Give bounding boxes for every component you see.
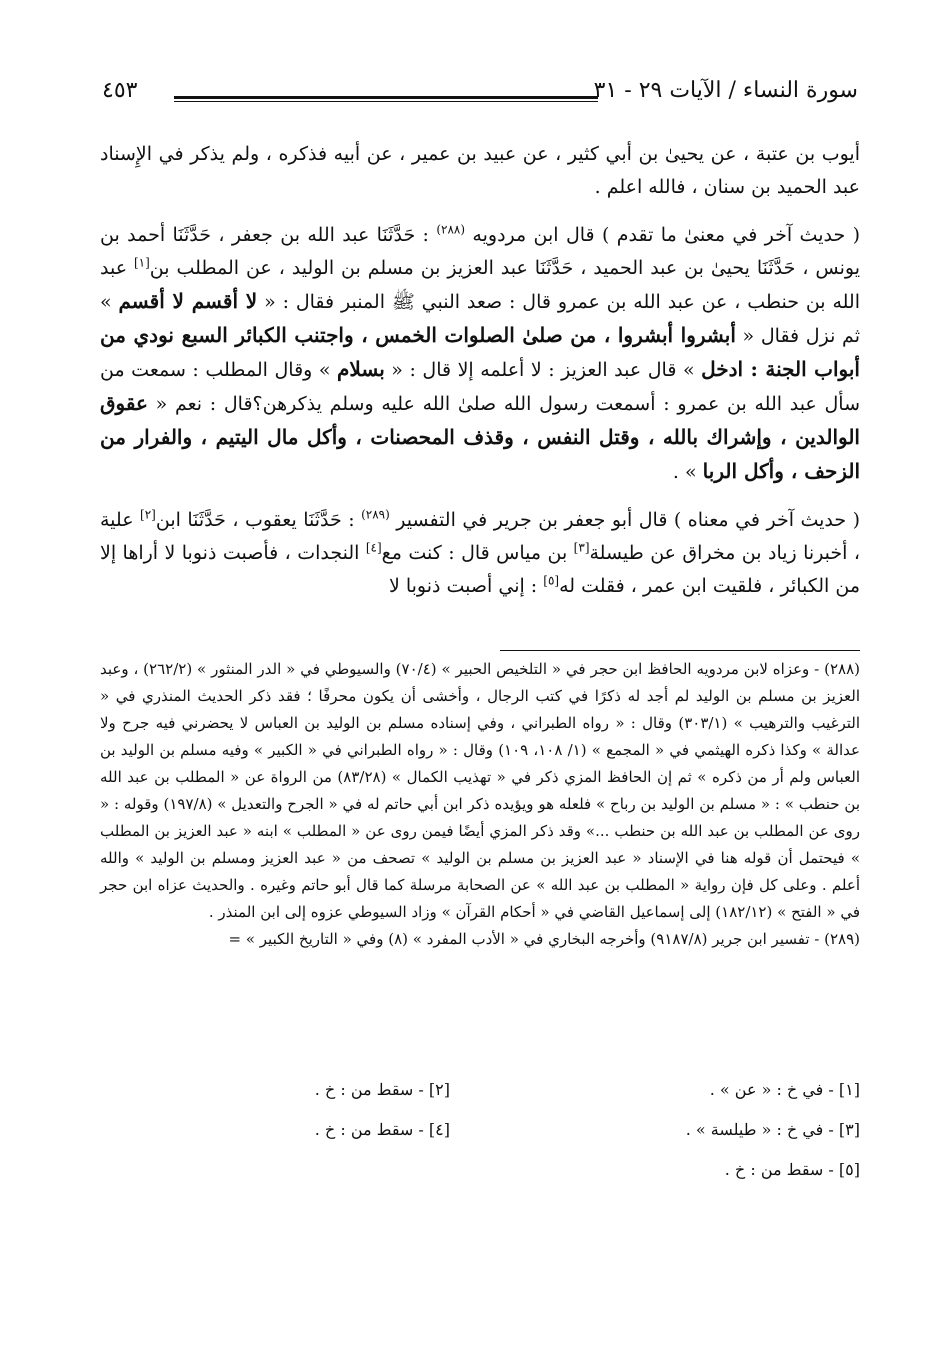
variant-ref-4[interactable]: [٤] (365, 540, 382, 555)
paragraph-1: أيوب بن عتبة ، عن يحيىٰ بن أبي كثير ، عن عبيد بن عمير ، عن أبيه فذكره ، ولم يذكر في الإِسناد عبد الحميد بن سنان ، فالله اعلم . (100, 143, 860, 198)
variant-ref-3[interactable]: [٣] (573, 540, 590, 555)
variant-1: [١] - في خ : « عن » . (709, 1080, 860, 1099)
variant-3: [٣] - في خ : « طيلسة » . (685, 1120, 860, 1139)
variant-ref-5[interactable]: [٥] (543, 573, 560, 588)
footnote-289: (٢٨٩) - تفسير ابن جرير (٩١٨٧/٨) وأخرجه البخاري في « الأدب المفرد » (٨) وفي « التاريخ الكبير » = (228, 930, 860, 948)
variant-ref-1[interactable]: [١] (133, 255, 150, 270)
main-text (100, 138, 860, 618)
variant-4: [٤] - سقط من : خ . (314, 1120, 450, 1139)
page-header (102, 78, 858, 118)
paragraph-2: ( حديث آخر في معنىٰ ما تقدم ) قال ابن مردويه $^{(٢٨٨)}$ : حَدَّثَنَا عبد الله بن جعفر ، حَدَّثَنَا أحمد بن يونس ، حَدَّثَنَا يحيىٰ بن عبد الحميد ، حَدَّثَنَا عبد العزيز بن مسلم بن الوليد ، عن المطلب بن[١] عبد الله بن حنطب ، عن عبد الله بن عمرو قال : صعد النبي ﷺ المنبر فقال : « لا أقسم لا أقسم » ثم نزل فقال « أبشروا أبشروا ، من صلىٰ الصلوات الخمس ، واجتنب الكبائر السبع نودي من أبواب الجنة : ادخل » قال عبد العزيز : لا أعلمه إلا قال : « بسلام » وقال المطلب : سمعت من سأل عبد الله بن عمرو : أسمعت رسول الله صلىٰ الله عليه وسلم يذكرهن؟قال : نعم « عقوق الوالدين ، وإشراك بالله ، وقتل النفس ، وقذف المحصنات ، وأكل مال اليتيم ، والفرار من الزحف ، وأكل الربا » . (100, 222, 860, 483)
footnote-288: (٢٨٨) - وعزاه لابن مردويه الحافظ ابن حجر في « التلخيص الحبير » (٧٠/٤) والسيوطي في « الدر المنثور » (٢٦٢/٢) ، وعبد العزيز بن مسلم بن الوليد لم أجد له ذكرًا في كتب الرجال ، وأخشى أن يكون محرفًا ؛ فقد ذكر الحديث المنذري في « الترغيب والترهيب » (٣٠٣/١) وقال : « رواه الطبراني ، وفي إسناده مسلم بن الوليد بن العباس لا يحضرني فيه جرح ولا عدالة » وكذا ذكره الهيثمي في « المجمع » (١/ ١٠٨، ١٠٩) وقال : « رواه الطبراني في « الكبير » وفيه مسلم بن الوليد بن العباس ولم أر من ذكره » ثم إن الحافظ المزي ذكر في « تهذيب الكمال » (٨٣/٢٨) من الرواة عن « المطلب بن عبد الله بن حنطب » : « مسلم بن الوليد بن رباح » فلعله هو ويؤيده ذكر ابن أبي حاتم له في « الجرح والتعديل » (١٩٧/٨) وقوله : « روى عن المطلب بن عبد الله بن حنطب ...» وقد ذكر المزي أيضًا فيمن روى عن « المطلب » ابنه « عبد العزيز بن المطلب » فيحتمل أن قوله هنا في الإسناد « عبد العزيز بن مسلم بن الوليد » تصحف من « عبد العزيز ومسلم بن الوليد » والله أعلم . وعلى كل فإن رواية « المطلب بن عبد الله » عن الصحابة مرسلة كما قال أبو حاتم وغيره . والحديث عزاه ابن حجر في « الفتح » (١٨٢/١٢) إلى إسماعيل القاضي في « أحكام القرآن » وزاد السيوطي عزوه إلى ابن المنذر . (100, 660, 860, 921)
page-number: ٤٥٣ (102, 78, 138, 103)
running-title: سورة النساء / الآيات ٢٩ - ٣١ (593, 78, 858, 103)
footnote-separator (500, 650, 860, 651)
hadith-text: بسلام (337, 357, 385, 381)
footnote-ref-289[interactable]: (٢٨٩) (361, 507, 390, 522)
hadith-text: لا أقسم لا أقسم (118, 289, 258, 313)
variant-5: [٥] - سقط من : خ . (724, 1160, 860, 1179)
footnote-ref-288[interactable]: (٢٨٨) (436, 222, 466, 237)
hadith-text: أبشروا أبشروا ، من صلىٰ الصلوات الخمس ، واجتنب الكبائر السبع نودي من أبواب الجنة : ادخل (100, 323, 860, 381)
header-rule (174, 96, 598, 99)
variant-ref-2[interactable]: [٢] (140, 507, 156, 522)
paragraph-3: ( حديث آخر في معناه ) قال أبو جعفر بن جرير في التفسير $^{(٢٨٩)}$ : حَدَّثَنَا يعقوب ، حَدَّثَنَا ابن[٢] علية ، أخبرنا زياد بن مخراق عن طيسلة[٣] بن مياس قال : كنت مع[٤] النجدات ، فأصبت ذنوبا لا أراها إلا من الكبائر ، فلقيت ابن عمر ، فقلت له[٥] : إني أصبت ذنوبا لا (100, 507, 860, 597)
variant-2: [٢] - سقط من : خ . (314, 1080, 450, 1099)
variant-readings (100, 1080, 860, 1180)
hadith-text: عقوق الوالدين ، وإشراك بالله ، وقتل النفس ، وقذف المحصنات ، وأكل مال اليتيم ، والفرار من الزحف ، وأكل الربا (100, 391, 860, 483)
footnotes (100, 656, 860, 953)
